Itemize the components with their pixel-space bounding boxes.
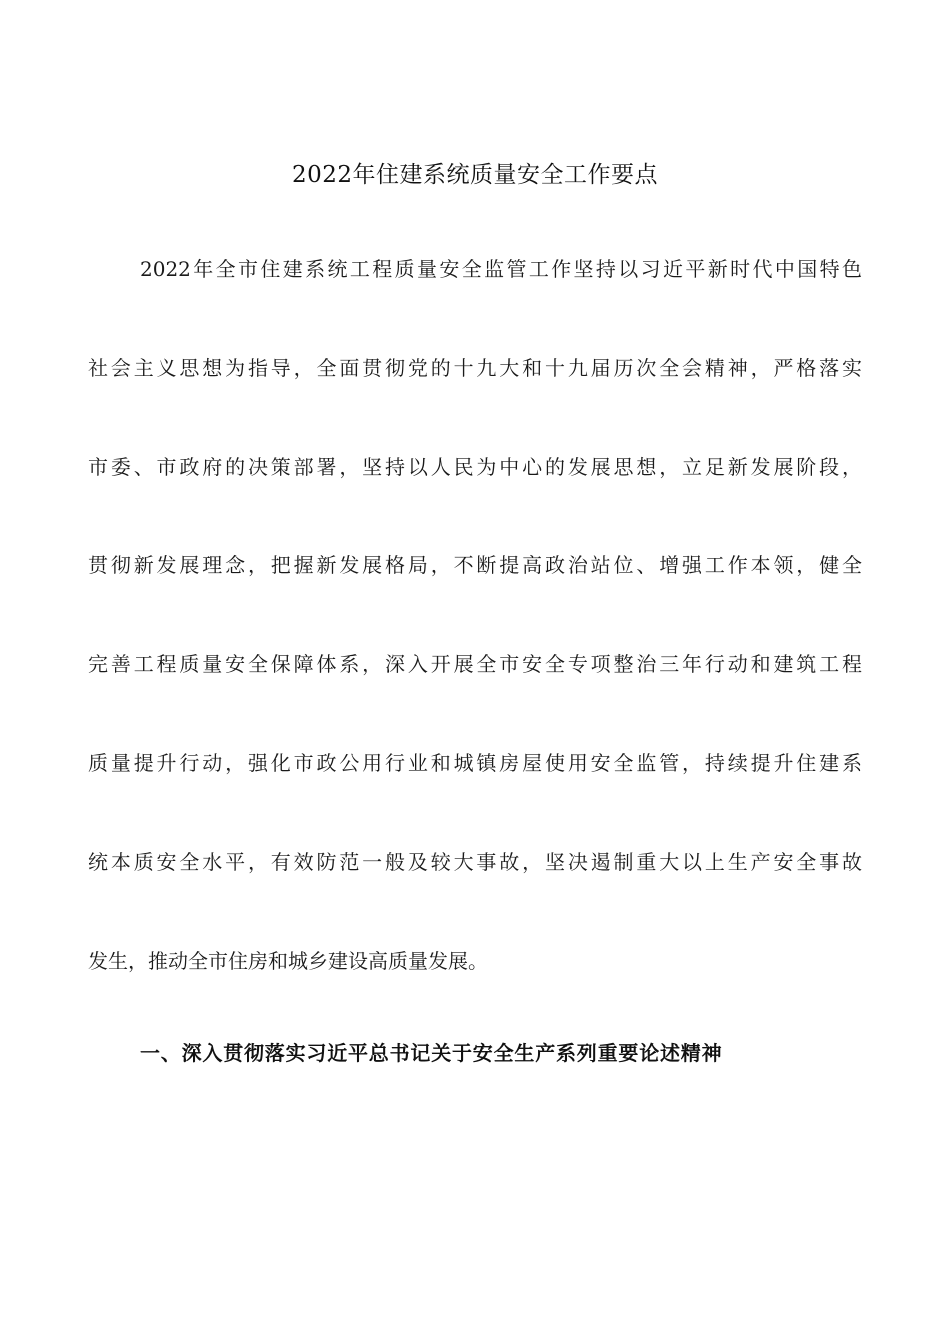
paragraph-line: 贯彻新发展理念，把握新发展格局，不断提高政治站位、增强工作本领，健全 [88, 553, 862, 577]
paragraph-line: 完善工程质量安全保障体系，深入开展全市安全专项整治三年行动和建筑工程 [88, 652, 862, 676]
paragraph-line: 质量提升行动，强化市政公用行业和城镇房屋使用安全监管，持续提升住建系 [88, 751, 862, 775]
paragraph-line: 市委、市政府的决策部署，坚持以人民为中心的发展思想，立足新发展阶段， [88, 455, 862, 479]
document-title: 2022年住建系统质量安全工作要点 [291, 162, 659, 188]
paragraph-line: 社会主义思想为指导，全面贯彻党的十九大和十九届历次全会精神，严格落实 [88, 356, 862, 380]
paragraph-line: 发生，推动全市住房和城乡建设高质量发展。 [88, 949, 488, 973]
paragraph-line: 统本质安全水平，有效防范一般及较大事故，坚决遏制重大以上生产安全事故 [88, 850, 862, 874]
section-heading: 一、深入贯彻落实习近平总书记关于安全生产系列重要论述精神 [140, 1041, 723, 1065]
paragraph-line: 2022年全市住建系统工程质量安全监管工作坚持以习近平新时代中国特色 [140, 257, 862, 281]
